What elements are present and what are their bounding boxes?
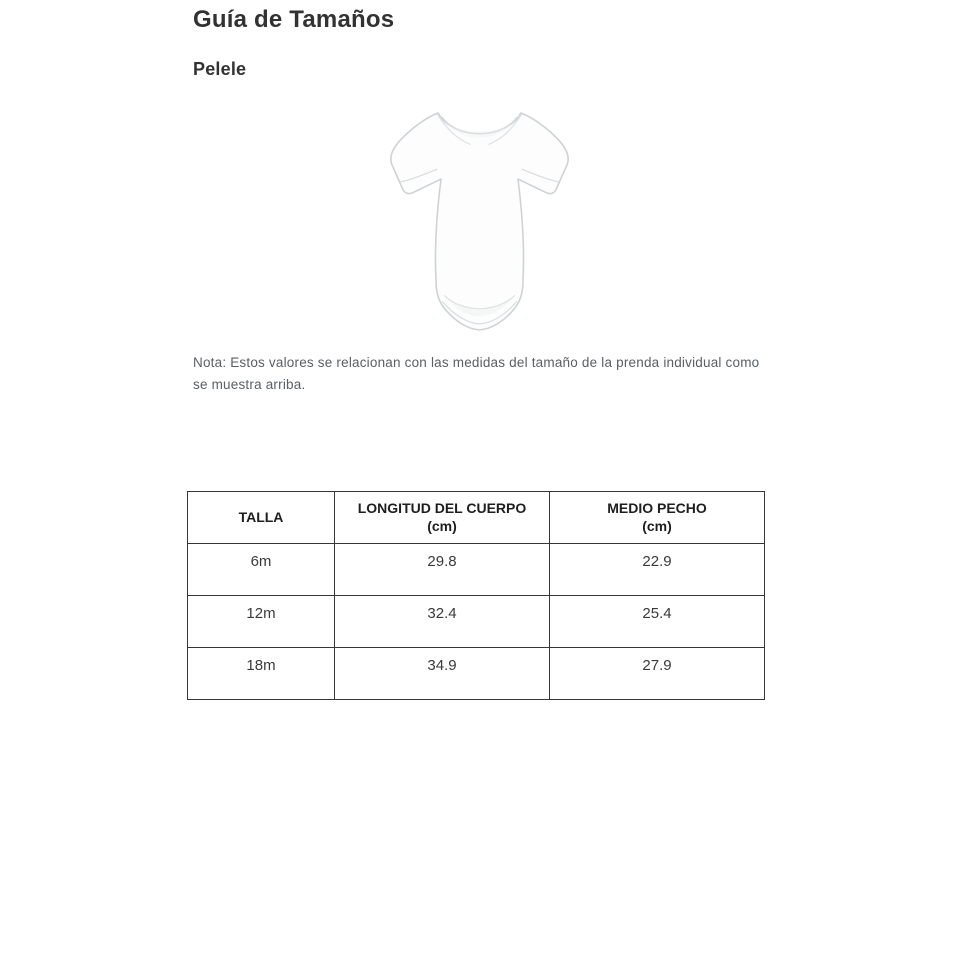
- header-longitud: [335, 491, 550, 543]
- cell-talla: 18m: [188, 647, 335, 699]
- bodysuit-silhouette: [390, 113, 567, 330]
- header-talla-label: TALLA: [238, 509, 284, 526]
- header-pecho-label: MEDIO PECHO: [607, 500, 707, 517]
- header-longitud-label: LONGITUD DEL CUERPO: [357, 500, 527, 517]
- size-table-body: [188, 543, 765, 699]
- content-column: [193, 6, 765, 700]
- cell-pecho: 27.9: [550, 647, 765, 699]
- cell-pecho: 25.4: [550, 595, 765, 647]
- size-note: Nota: Estos valores se relacionan con las medidas del tamaño de la prenda individual como se muestra arriba.: [193, 355, 760, 392]
- table-row-6m: [188, 543, 765, 595]
- product-figure: [193, 91, 765, 343]
- size-table-head: [188, 491, 765, 543]
- product-name: Pelele: [193, 59, 247, 79]
- table-row-12m: [188, 595, 765, 647]
- cell-longitud: 32.4: [335, 595, 550, 647]
- cell-talla: 12m: [188, 595, 335, 647]
- table-row-18m: [188, 647, 765, 699]
- header-longitud-unit: (cm): [427, 518, 457, 535]
- header-pecho-unit: (cm): [642, 518, 672, 535]
- size-table: [187, 491, 765, 700]
- baby-bodysuit-image: [376, 91, 583, 343]
- cell-pecho: 22.9: [550, 543, 765, 595]
- cell-longitud: 29.8: [335, 543, 550, 595]
- cell-talla: 6m: [188, 543, 335, 595]
- cell-longitud: 34.9: [335, 647, 550, 699]
- header-talla: [188, 491, 335, 543]
- header-row: [188, 491, 765, 543]
- header-pecho: [550, 491, 765, 543]
- page-title: Guía de Tamaños: [193, 6, 395, 33]
